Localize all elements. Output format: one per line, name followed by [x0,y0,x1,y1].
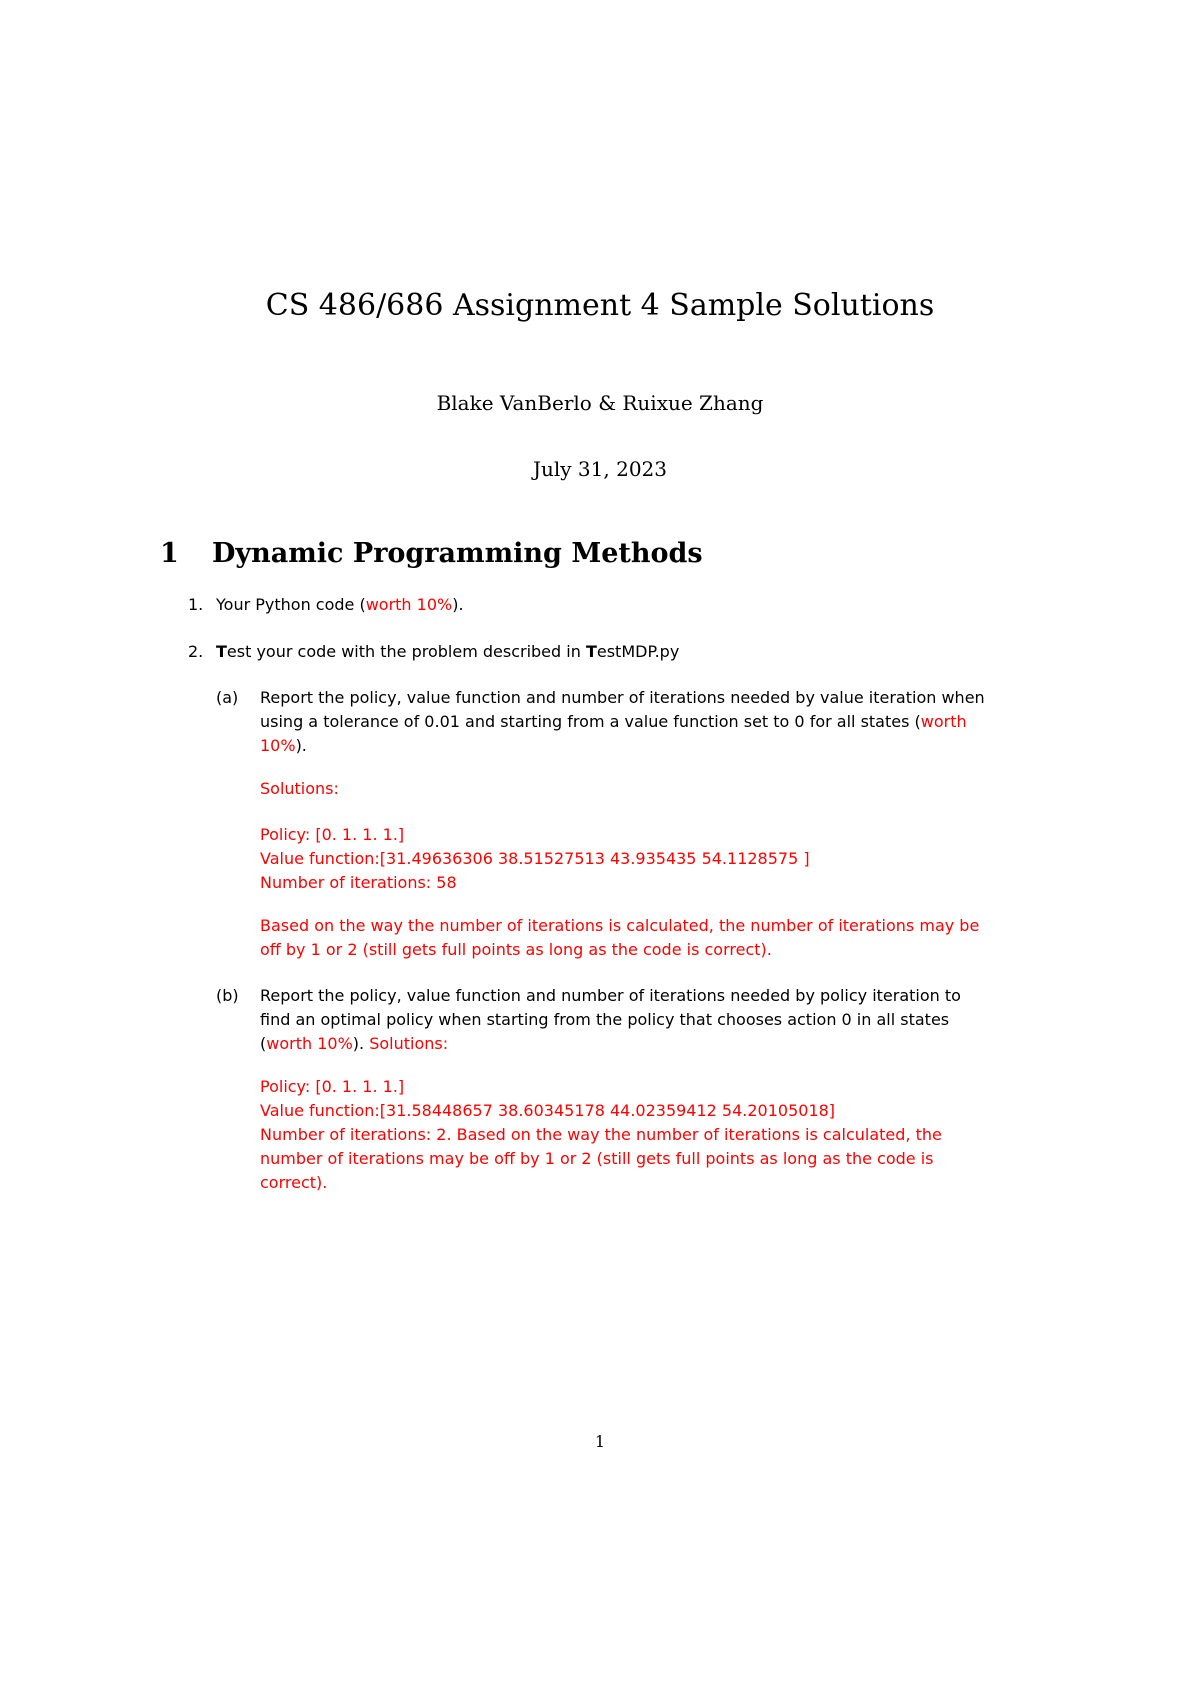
part-b-line-1: Report the policy, value function and number of iterations needed by policy iteration to [260,986,961,1005]
part-a-note [260,914,1040,962]
list-item-1-body: Your Python code ( [216,595,366,614]
part-a-label: (a) [216,688,239,707]
list-item-1-worth: worth 10% [365,595,453,614]
part-b-note-line-2: number of iterations may be off by 1 or 2 (still gets full points as long as the code is [260,1149,934,1168]
section-number: 1 [160,538,179,569]
section-heading [160,537,703,571]
document-title: CS 486/686 Assignment 4 Sample Solutions [265,288,935,323]
part-b-line-3-open: ( [260,1034,267,1053]
part-a-line-2 [260,710,1040,734]
part-a-policy: Policy: [0. 1. 1. 1.] [260,825,405,844]
part-b-line-2: find an optimal policy when starting from the policy that chooses action 0 in all states [260,1010,950,1029]
part-a-line-3 [260,734,1040,758]
list-item-2-body: est your code with the problem described in [226,642,586,661]
part-a-question [260,686,1040,758]
part-b-line-3-mid: ). [352,1034,370,1053]
list-item-1-label: 1. [188,595,204,614]
list-item-2-bold-t: T [216,642,227,661]
part-a-iterations: Number of iterations: 58 [260,873,457,892]
part-a-value-function: Value function:[31.49636306 38.51527513 43.935435 54.1128575 ] [260,849,810,868]
part-a-line-1: Report the policy, value function and number of iterations needed by value iteration when [260,688,985,707]
part-a-worth-1: worth [920,712,967,731]
part-b-worth: worth 10% [266,1034,353,1053]
list-item-2-file-bold: T [585,642,597,661]
part-a-line-3-end: ). [295,736,307,755]
list-item-1-text [216,593,464,617]
part-a-line-2-text: using a tolerance of 0.01 and starting from a value function set to 0 for all states ( [260,712,921,731]
part-a-note-line-1: Based on the way the number of iterations is calculated, the number of iterations may be [260,916,980,935]
list-item-2-text [216,640,679,664]
part-a-note-line-2: off by 1 or 2 (still gets full points as long as the code is correct). [260,940,772,959]
part-b-solution [260,1075,1040,1195]
document-date: July 31, 2023 [532,457,667,481]
part-b-solutions-label: Solutions: [369,1034,449,1053]
list-item-2-label: 2. [188,642,204,661]
document-authors: Blake VanBerlo & Ruixue Zhang [436,391,764,415]
page-number: 1 [594,1432,606,1451]
part-b-question [260,984,1040,1056]
list-item-2-file-rest: estMDP.py [596,642,680,661]
part-b-policy: Policy: [0. 1. 1. 1.] [260,1077,405,1096]
part-b-note-line-1: Number of iterations: 2. Based on the way the number of iterations is calculated, the [260,1125,942,1144]
part-a-solution [260,823,1040,895]
part-b-note-line-3: correct). [260,1173,328,1192]
part-b-line-3 [260,1032,1040,1056]
part-b-value-function: Value function:[31.58448657 38.60345178 44.02359412 54.20105018] [260,1101,836,1120]
part-a-worth-2: 10% [260,736,296,755]
part-b-label: (b) [216,986,239,1005]
part-a-solutions-label: Solutions: [260,779,339,798]
section-title: Dynamic Programming Methods [212,538,703,569]
list-item-1-end: ). [452,595,464,614]
